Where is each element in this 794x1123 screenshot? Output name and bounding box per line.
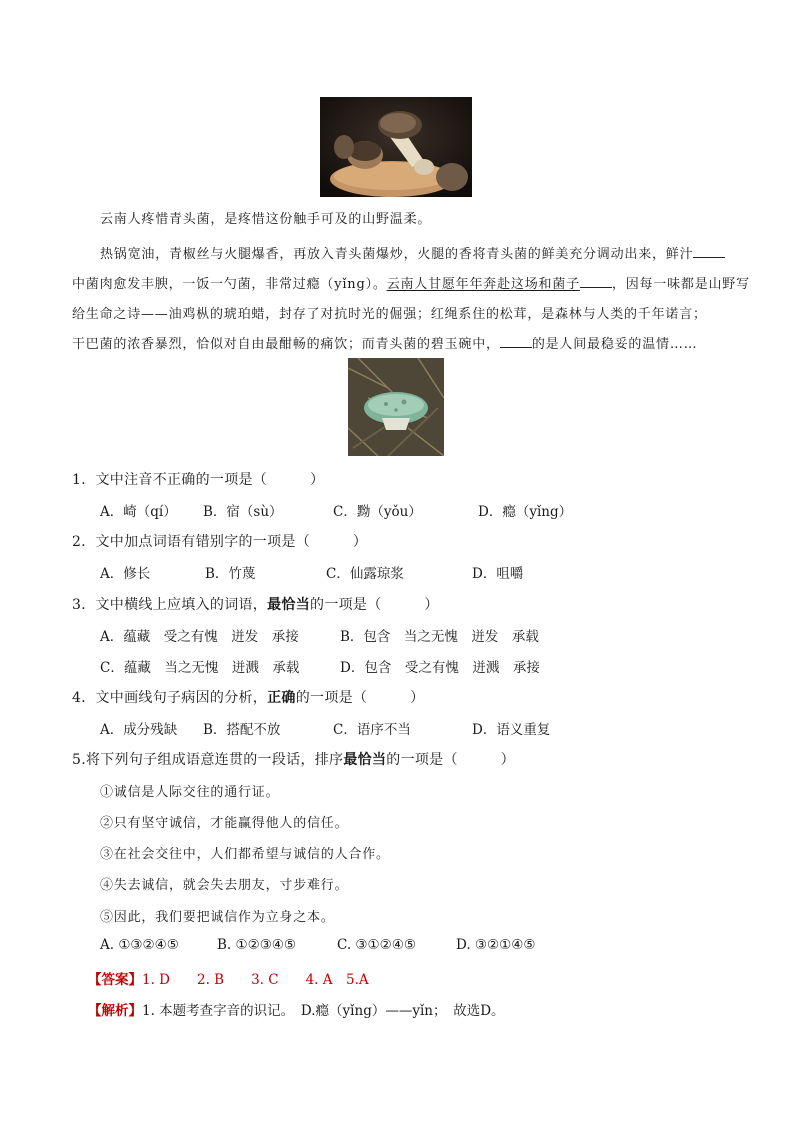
q5-stem-tail: 的一项是（ ）: [386, 752, 515, 768]
passage-line-1: 云南人疼惜青头菌，是疼惜这份触手可及的山野温柔。: [100, 212, 432, 227]
q2-option-d[interactable]: D．咀嚼: [472, 566, 524, 582]
q3-option-d[interactable]: D．包含 受之有愧 迸溅 承接: [340, 660, 540, 676]
q3-stem-tail: 的一项是（ ）: [310, 597, 439, 613]
q2-option-c[interactable]: C．仙露琼浆: [326, 566, 404, 582]
q5-option-b[interactable]: B. ①②③④⑤: [217, 937, 297, 953]
q4-option-a[interactable]: A．成分残缺: [100, 722, 178, 738]
q3-stem-text: 3．文中横线上应填入的词语，: [72, 597, 268, 613]
q5-sentence-5: ⑤因此，我们要把诚信作为立身之本。: [100, 910, 335, 925]
passage-line-2: [100, 243, 725, 262]
analysis-tag: 【解析】: [88, 1003, 142, 1019]
q3-option-a[interactable]: A．蕴藏 受之有愧 迸发 承接: [100, 629, 299, 645]
q4-stem-emphasis: 正确: [267, 690, 296, 706]
q1-option-b[interactable]: B．宿（sù）: [203, 504, 283, 520]
q5-sentence-4: ④失去诚信，就会失去朋友，寸步难行。: [100, 878, 349, 893]
answer-tag: 【答案】: [88, 972, 142, 988]
passage-line-5: [72, 333, 697, 352]
q5-stem-emphasis: 最恰当: [343, 752, 387, 768]
question-2-stem: 2．文中加点词语有错别字的一项是（ ）: [72, 534, 368, 550]
q3-stem-emphasis: 最恰当: [267, 597, 311, 613]
q4-stem-tail: 的一项是（ ）: [295, 690, 425, 706]
q2-option-a[interactable]: A．修长: [100, 566, 151, 582]
q5-option-c[interactable]: C. ③①②④⑤: [337, 937, 416, 953]
q1-option-a[interactable]: A．崎（qí）: [100, 504, 177, 520]
q1-option-d[interactable]: D．瘾（yǐng）: [478, 504, 573, 520]
analysis-text: 1. 本题考查字音的识记。 D.瘾（yǐng）——yǐn； 故选D。: [142, 1003, 505, 1019]
passage-line-3-tail: ，因每一味都是山野写: [611, 277, 750, 292]
analysis-line: [88, 999, 505, 1019]
question-3-options-row-2: [100, 656, 700, 676]
q3-option-c[interactable]: C．蕴藏 当之无愧 迸溅 承载: [100, 660, 300, 676]
passage-line-4: 给生命之诗——油鸡枞的琥珀蜡，封存了对抗时光的倔强；红绳系住的松茸，是森林与人类的千年诺言；: [72, 307, 707, 322]
q2-option-b[interactable]: B．竹蔑: [205, 566, 256, 582]
green-mushroom-photo: [348, 358, 444, 456]
passage-line-3-text: 中菌肉愈发丰腴，一饭一勺菌，非常过瘾（yǐng）。: [72, 277, 387, 292]
passage-line-3: [72, 273, 750, 292]
question-4-options: [100, 718, 700, 738]
q5-sentence-1: ①诚信是人际交往的通行证。: [100, 785, 280, 800]
q4-option-c[interactable]: C．语序不当: [333, 722, 411, 738]
fill-blank-3: [500, 336, 532, 348]
q1-option-c[interactable]: C．黝（yǒu）: [333, 504, 422, 520]
fill-blank-2: [580, 276, 612, 288]
passage-line-5-text: 干巴菌的浓香暴烈，恰似对自由最酣畅的痛饮；而青头菌的碧玉碗中，: [72, 337, 500, 352]
q4-stem-text: 4．文中画线句子病因的分析，: [72, 690, 268, 706]
question-5-stem: [72, 749, 515, 769]
question-3-options-row-1: [100, 625, 700, 645]
q5-sentence-3: ③在社会交往中，人们都希望与诚信的人合作。: [100, 847, 390, 862]
question-2-options: [100, 562, 700, 582]
q3-option-b[interactable]: B．包含 当之无愧 迸发 承载: [340, 629, 539, 645]
question-1-options: [100, 500, 700, 520]
q5-sentence-2: ②只有坚守诚信，才能赢得他人的信任。: [100, 816, 349, 831]
answer-line: [88, 968, 369, 988]
mushroom-photo: [320, 97, 472, 197]
answer-text: 1. D 2. B 3. C 4. A 5.A: [142, 972, 369, 988]
fill-blank-1: [693, 246, 725, 258]
q5-option-a[interactable]: A. ①③②④⑤: [100, 937, 179, 953]
q5-option-d[interactable]: D. ③②①④⑤: [456, 937, 536, 953]
q4-option-b[interactable]: B．搭配不放: [203, 722, 281, 738]
passage-line-5-tail: 的是人间最稳妥的温情……: [531, 337, 698, 352]
passage-line-2-text: 热锅宽油，青椒丝与火腿爆香，再放入青头菌爆炒，火腿的香将青头菌的鲜美充分调动出来，鲜汁: [100, 247, 694, 262]
question-1-stem: 1．文中注音不正确的一项是（ ）: [72, 472, 325, 488]
q5-stem-text: 5.将下列句子组成语意连贯的一段话，排序: [72, 752, 344, 768]
q4-option-d[interactable]: D．语义重复: [472, 722, 551, 738]
underlined-sentence: 云南人甘愿年年奔赴这场和菌子: [386, 277, 580, 292]
question-5-options: [100, 937, 700, 957]
question-4-stem: [72, 687, 424, 707]
question-3-stem: [72, 594, 439, 614]
